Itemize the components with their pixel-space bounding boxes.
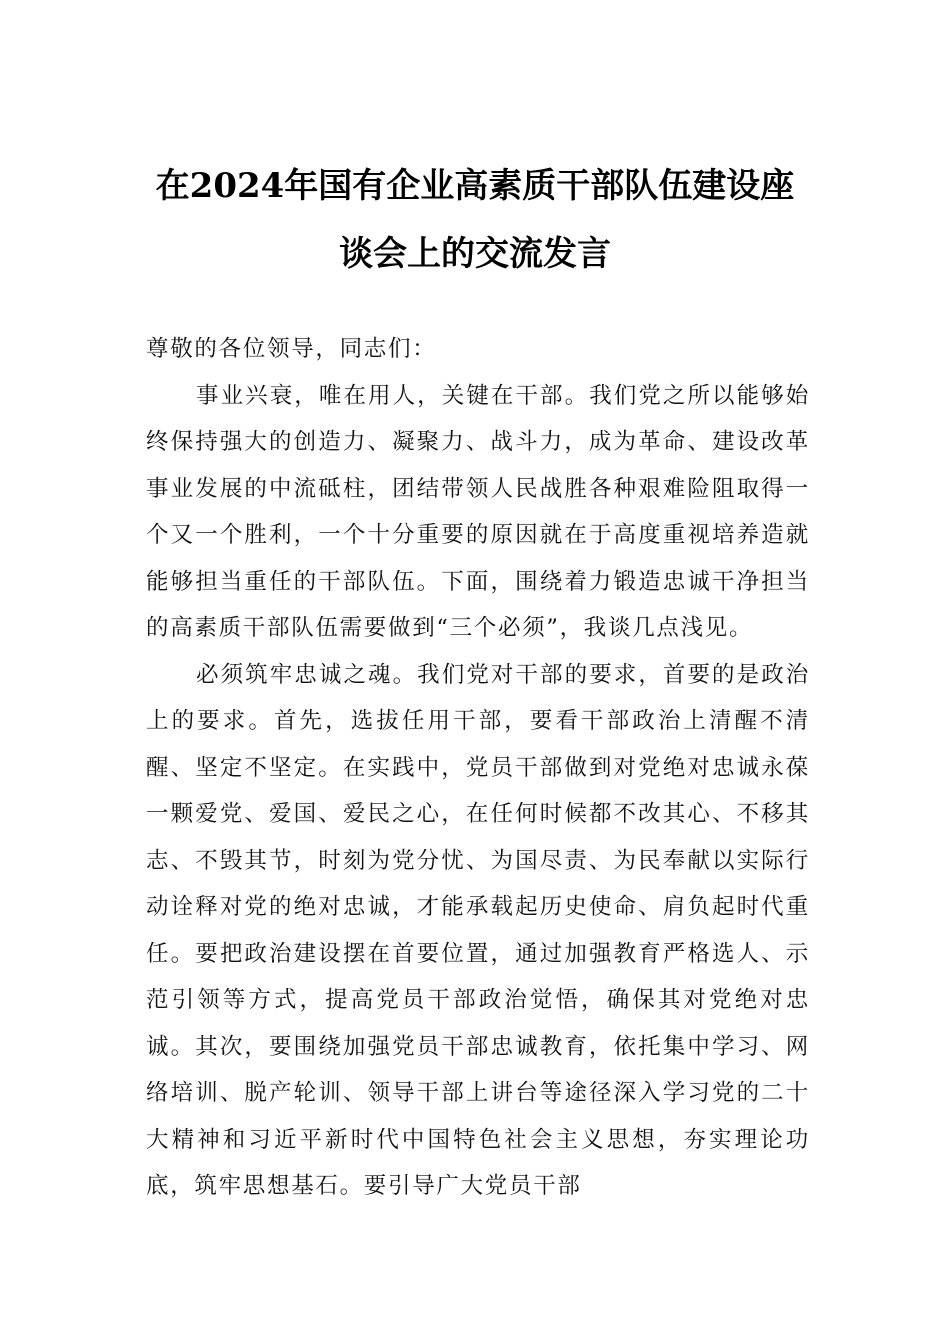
document-title-line-1: 在2024年国有企业高素质干部队伍建设座 xyxy=(155,166,795,206)
paragraph-loyalty: 必须筑牢忠诚之魂。我们党对干部的要求，首要的是政治上的要求。首先，选拔任用干部，要看干部政治上清醒不清醒、坚定不坚定。在实践中，党员干部做到对党绝对忠诚永葆一颗爱党、爱国、爱民之心，在任何时候都不改其心、不移其志、不毁其节，时刻为党分忧、为国尽责、为民奉献以实际行动诠释对党的绝对忠诚，才能承载起历史使命、肩负起时代重任。要把政治建设摆在首要位置，通过加强教育严格选人、示范引领等方式，提高党员干部政治觉悟，确保其对党绝对忠诚。其次，要围绕加强党员干部忠诚教育，依托集中学习、网络培训、脱产轮训、领导干部上讲台等途径深入学习党的二十大精神和习近平新时代中国特色社会主义思想，夯实理论功底，筑牢思想基石。要引导广大党员干部 xyxy=(146,661,810,1199)
document-body xyxy=(146,326,810,1210)
document-title xyxy=(130,152,820,288)
salutation: 尊敬的各位领导，同志们： xyxy=(146,336,437,362)
paragraph-intro: 事业兴衰，唯在用人，关键在干部。我们党之所以能够始终保持强大的创造力、凝聚力、战斗力，成为革命、建设改革事业发展的中流砥柱，团结带领人民战胜各种艰难险阻取得一个又一个胜利，一个十分重要的原因就在于高度重视培养造就能够担当重任的干部队伍。下面，围绕着力锻造忠诚干净担当的高素质干部队伍需要做到“三个必须”，我谈几点浅见。 xyxy=(146,382,810,641)
document-title-line-2: 谈会上的交流发言 xyxy=(339,234,611,274)
